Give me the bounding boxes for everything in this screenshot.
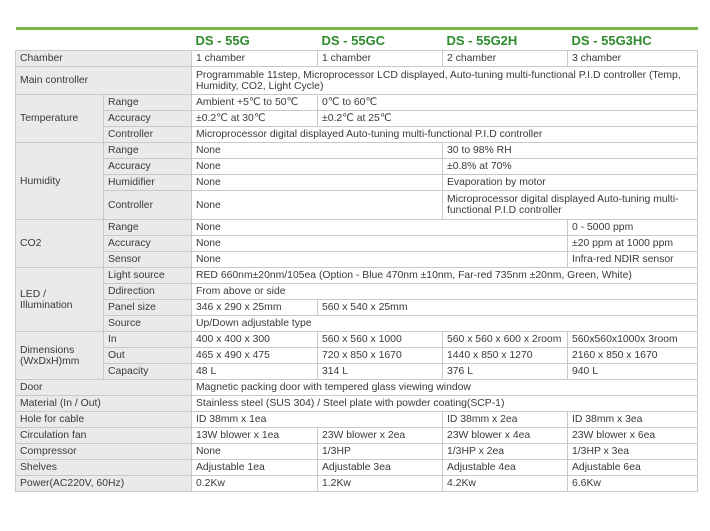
table-row xyxy=(16,396,698,412)
sub-label: In xyxy=(104,332,192,348)
table-row xyxy=(16,428,698,444)
cell: Adjustable 3ea xyxy=(318,460,443,476)
cell: 4.2Kw xyxy=(443,476,568,492)
table-row xyxy=(16,127,698,143)
cell: 2160 x 850 x 1670 xyxy=(568,348,698,364)
cell: 30 to 98% RH xyxy=(443,143,698,159)
cell: Evaporation by motor xyxy=(443,175,698,191)
cell: From above or side xyxy=(192,284,698,300)
cell: ±0.2℃ at 30℃ xyxy=(192,111,318,127)
cell: 1440 x 850 x 1270 xyxy=(443,348,568,364)
row-label-hole: Hole for cable xyxy=(16,412,192,428)
cell: None xyxy=(192,220,568,236)
model-header: DS - 55G2H xyxy=(443,29,568,51)
table-row xyxy=(16,252,698,268)
cell: None xyxy=(192,143,443,159)
table-row xyxy=(16,175,698,191)
table-row xyxy=(16,348,698,364)
cell: Stainless steel (SUS 304) / Steel plate with powder coating(SCP-1) xyxy=(192,396,698,412)
table-row xyxy=(16,143,698,159)
model-header: DS - 55G3HC xyxy=(568,29,698,51)
cell: None xyxy=(192,191,443,220)
table-row xyxy=(16,191,698,220)
cell: 346 x 290 x 25mm xyxy=(192,300,318,316)
led-label-line2: Illumination xyxy=(20,299,73,311)
cell: 940 L xyxy=(568,364,698,380)
cell: 1 chamber xyxy=(318,51,443,67)
row-label-shelves: Shelves xyxy=(16,460,192,476)
header-row xyxy=(16,29,698,51)
cell: Adjustable 1ea xyxy=(192,460,318,476)
model-header: DS - 55GC xyxy=(318,29,443,51)
spec-table xyxy=(15,27,698,492)
table-row xyxy=(16,51,698,67)
sub-label: Out xyxy=(104,348,192,364)
sub-label: Humidifier xyxy=(104,175,192,191)
row-label-compressor: Compressor xyxy=(16,444,192,460)
table-row xyxy=(16,332,698,348)
row-label-door: Door xyxy=(16,380,192,396)
cell: 1/3HP x 3ea xyxy=(568,444,698,460)
row-label-main-controller: Main controller xyxy=(16,67,192,95)
cell: 13W blower x 1ea xyxy=(192,428,318,444)
sub-label: Light source xyxy=(104,268,192,284)
model-header: DS - 55G xyxy=(192,29,318,51)
cell: 560 x 560 x 600 x 2room xyxy=(443,332,568,348)
cell: 48 L xyxy=(192,364,318,380)
cell: 400 x 400 x 300 xyxy=(192,332,318,348)
cell: ID 38mm x 1ea xyxy=(192,412,443,428)
table-row xyxy=(16,268,698,284)
row-label-led xyxy=(16,268,104,332)
table-row xyxy=(16,284,698,300)
cell: ±0.8% at 70% xyxy=(443,159,698,175)
table-row xyxy=(16,300,698,316)
row-label-humidity: Humidity xyxy=(16,143,104,220)
sub-label: Range xyxy=(104,143,192,159)
cell: 1.2Kw xyxy=(318,476,443,492)
cell: 376 L xyxy=(443,364,568,380)
row-label-material: Material (In / Out) xyxy=(16,396,192,412)
cell: None xyxy=(192,444,318,460)
cell: 23W blower x 4ea xyxy=(443,428,568,444)
table-row xyxy=(16,476,698,492)
cell: ID 38mm x 2ea xyxy=(443,412,568,428)
cell: 1 chamber xyxy=(192,51,318,67)
cell: Microprocessor digital displayed Auto-tuning multi-functional P.I.D controller xyxy=(443,191,698,220)
row-label-dimensions xyxy=(16,332,104,380)
cell: Up/Down adjustable type xyxy=(192,316,698,332)
table-row xyxy=(16,316,698,332)
dimensions-label-line2: (WxDxH)mm xyxy=(20,355,80,367)
sub-label: Source xyxy=(104,316,192,332)
cell: Programmable 11step, Microprocessor LCD displayed, Auto-tuning multi-functional P.I.D controller (Temp, Humidity, CO2, Light Cycle) xyxy=(192,67,698,95)
sub-label: Controller xyxy=(104,191,192,220)
row-label-co2: CO2 xyxy=(16,220,104,268)
table-row xyxy=(16,220,698,236)
cell: Infra-red NDIR sensor xyxy=(568,252,698,268)
sub-label: Capacity xyxy=(104,364,192,380)
cell: 2 chamber xyxy=(443,51,568,67)
table-row xyxy=(16,236,698,252)
cell: 6.6Kw xyxy=(568,476,698,492)
cell: 23W blower x 2ea xyxy=(318,428,443,444)
cell: 1/3HP x 2ea xyxy=(443,444,568,460)
cell: 1/3HP xyxy=(318,444,443,460)
cell: None xyxy=(192,175,443,191)
table-row xyxy=(16,67,698,95)
cell: 314 L xyxy=(318,364,443,380)
table-row xyxy=(16,364,698,380)
sub-label: Accuracy xyxy=(104,111,192,127)
row-label-fan: Circulation fan xyxy=(16,428,192,444)
cell: None xyxy=(192,252,568,268)
row-label-temperature: Temperature xyxy=(16,95,104,143)
row-label-power: Power(AC220V, 60Hz) xyxy=(16,476,192,492)
cell: Adjustable 4ea xyxy=(443,460,568,476)
cell: None xyxy=(192,236,568,252)
table-row xyxy=(16,111,698,127)
cell: None xyxy=(192,159,443,175)
table-row xyxy=(16,460,698,476)
led-label-line1: LED / xyxy=(20,288,46,300)
cell: 3 chamber xyxy=(568,51,698,67)
sub-label: Accuracy xyxy=(104,159,192,175)
sub-label: Range xyxy=(104,95,192,111)
sub-label: Panel size xyxy=(104,300,192,316)
cell: Adjustable 6ea xyxy=(568,460,698,476)
cell: Microprocessor digital displayed Auto-tuning multi-functional P.I.D controller xyxy=(192,127,698,143)
cell: ±20 ppm at 1000 ppm xyxy=(568,236,698,252)
table-row xyxy=(16,412,698,428)
row-label-chamber: Chamber xyxy=(16,51,192,67)
sub-label: Accuracy xyxy=(104,236,192,252)
sub-label: Sensor xyxy=(104,252,192,268)
table-row xyxy=(16,95,698,111)
table-row xyxy=(16,159,698,175)
sub-label: Ddirection xyxy=(104,284,192,300)
cell: 560x560x1000x 3room xyxy=(568,332,698,348)
sub-label: Controller xyxy=(104,127,192,143)
cell: 560 x 560 x 1000 xyxy=(318,332,443,348)
cell: Ambient +5℃ to 50℃ xyxy=(192,95,318,111)
cell: 465 x 490 x 475 xyxy=(192,348,318,364)
cell: RED 660nm±20nm/105ea (Option - Blue 470nm ±10nm, Far-red 735nm ±20nm, Green, White) xyxy=(192,268,698,284)
table-row xyxy=(16,444,698,460)
cell: ID 38mm x 3ea xyxy=(568,412,698,428)
cell: 23W blower x 6ea xyxy=(568,428,698,444)
sub-label: Range xyxy=(104,220,192,236)
cell: 560 x 540 x 25mm xyxy=(318,300,698,316)
cell: 0 - 5000 ppm xyxy=(568,220,698,236)
cell: 720 x 850 x 1670 xyxy=(318,348,443,364)
table-row xyxy=(16,380,698,396)
dimensions-label-line1: Dimensions xyxy=(20,344,75,356)
header-blank xyxy=(16,29,192,51)
cell: 0℃ to 60℃ xyxy=(318,95,698,111)
cell: 0.2Kw xyxy=(192,476,318,492)
cell: ±0.2℃ at 25℃ xyxy=(318,111,698,127)
cell: Magnetic packing door with tempered glass viewing window xyxy=(192,380,698,396)
